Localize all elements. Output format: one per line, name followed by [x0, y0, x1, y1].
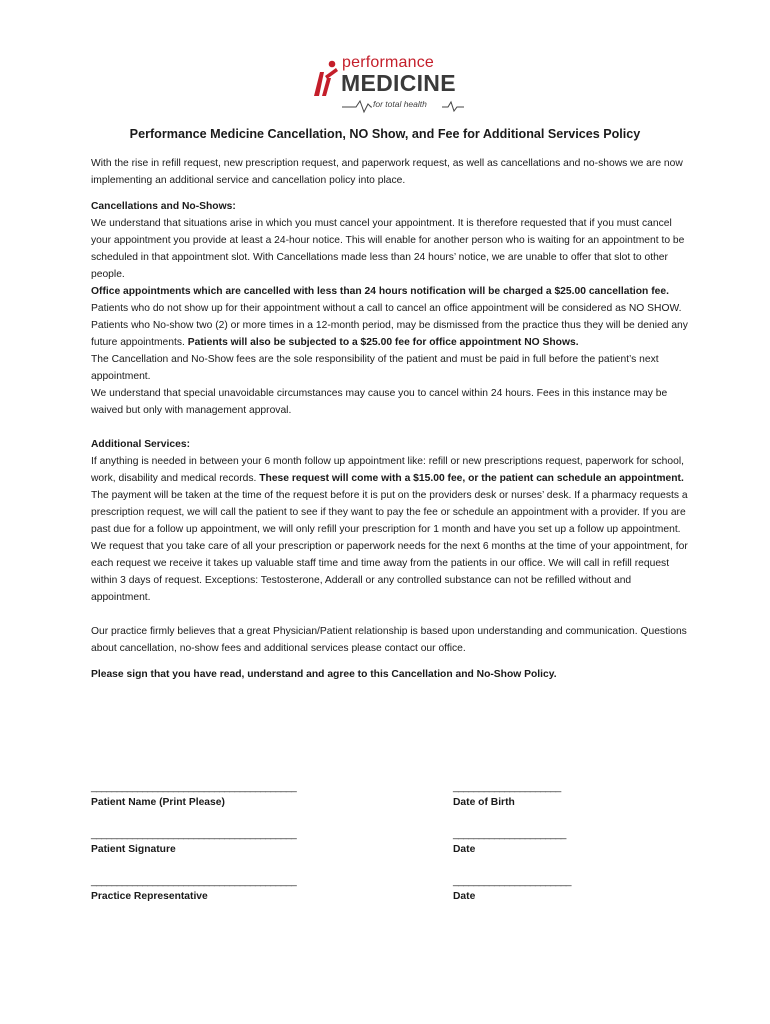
runner-logo-icon — [310, 58, 340, 98]
additional-text-b: The payment will be taken at the time of the request before it is put on the providers desk or nurses’ desk. If a pharmacy requests a prescription request, we will call the patient to see if they want to pay the fee or schedule an appointment with a provider. If you are past due for a follow up appointment, we will only refill your prescription for 1 month and have you set up a follow up appointment. We request that you take care of all your prescription or paperwork needs for the next 6 months at the time of your appointment, for each request we receive it takes up valuable staff time and time away from the patients in our office. We will call in refill request within 3 days of request. Exceptions: Testosterone, Adderall or any controlled substance can not be refilled without and appointment. — [91, 490, 688, 603]
logo-wordmark-top: performance — [342, 54, 435, 71]
cancellations-heading: Cancellations and No-Shows: — [91, 201, 236, 212]
noshow-fee-notice: Patients will also be subjected to a $25.00 fee for office appointment NO Shows. — [187, 337, 579, 348]
fee-waiver-paragraph: We understand that special unavoidable circumstances may cause you to cancel within 24 hours. Fees in this instance may be waived but only with management approval. — [91, 388, 668, 416]
sign-prompt: Please sign that you have read, understand and agree to this Cancellation and No-Show Policy. — [91, 669, 557, 680]
representative-date-field[interactable] — [453, 874, 571, 904]
practice-logo — [308, 54, 468, 116]
page-title: Performance Medicine Cancellation, NO Show, and Fee for Additional Services Policy — [129, 127, 641, 141]
cancellations-paragraph: We understand that situations arise in which you must cancel your appointment. It is therefore requested that if you must cancel your appointment you provide at least a 24-hour notice. This will enable for another person who is waiting for an appointment to be scheduled in that appointment slot. With Cancellations made less than 24 hours’ notice, we are unable to offer that slot to other people. — [91, 218, 685, 280]
policy-body — [91, 155, 691, 683]
signature-line[interactable]: ______________________ — [453, 829, 566, 840]
additional-services-heading: Additional Services: — [91, 439, 190, 450]
fee-responsibility-paragraph: The Cancellation and No-Show fees are the sole responsibility of the patient and must be paid in full before the patient’s next appointment. — [91, 354, 659, 382]
intro-paragraph: With the rise in refill request, new prescription request, and paperwork request, as well as cancellations and no-shows we are now implementing an additional service and cancellation policy into place. — [91, 158, 683, 186]
signature-line[interactable]: _____________________ — [453, 782, 561, 793]
additional-fee-notice: These request will come with a $15.00 fee, or the patient can schedule an appointment. — [259, 473, 684, 484]
representative-date-label: Date — [453, 891, 476, 902]
signature-line[interactable]: ________________________________________ — [91, 876, 297, 887]
noshow-paragraph — [91, 300, 691, 351]
cancellation-fee-notice: Office appointments which are cancelled with less than 24 hours notification will be charged a $25.00 cancellation fee. — [91, 286, 669, 297]
patient-name-field[interactable] — [91, 780, 296, 810]
noshow-text: Patients who do not show up for their appointment without a call to cancel an office appointment will be considered as NO SHOW. Patients who No-show two (2) or more times in a 12-month period, may be dismissed from the practice thus they will be denied any future appointments. — [91, 303, 688, 348]
representative-label: Practice Representative — [91, 891, 208, 902]
signature-line[interactable]: ________________________________________ — [91, 782, 297, 793]
patient-date-field[interactable] — [453, 827, 566, 857]
additional-text-a: If anything is needed in between your 6 month follow up appointment like: refill or new prescriptions request, paperwork for school, work, disability and medical records. — [91, 456, 684, 484]
belief-paragraph: Our practice firmly believes that a great Physician/Patient relationship is based upon understanding and communication. Questions about cancellation, no-show fees and additional services please contact our office. — [91, 626, 687, 654]
logo-tagline: for total health — [373, 99, 427, 109]
logo-wordmark-main: MEDICINE — [341, 70, 456, 96]
signature-line[interactable]: ________________________________________ — [91, 829, 297, 840]
representative-signature-field[interactable] — [91, 874, 296, 904]
patient-signature-label: Patient Signature — [91, 844, 176, 855]
dob-field[interactable] — [453, 780, 561, 810]
additional-services-paragraph — [91, 453, 691, 606]
dob-label: Date of Birth — [453, 797, 515, 808]
patient-date-label: Date — [453, 844, 476, 855]
signature-line[interactable]: _______________________ — [453, 876, 571, 887]
patient-name-label: Patient Name (Print Please) — [91, 797, 225, 808]
patient-signature-field[interactable] — [91, 827, 296, 857]
